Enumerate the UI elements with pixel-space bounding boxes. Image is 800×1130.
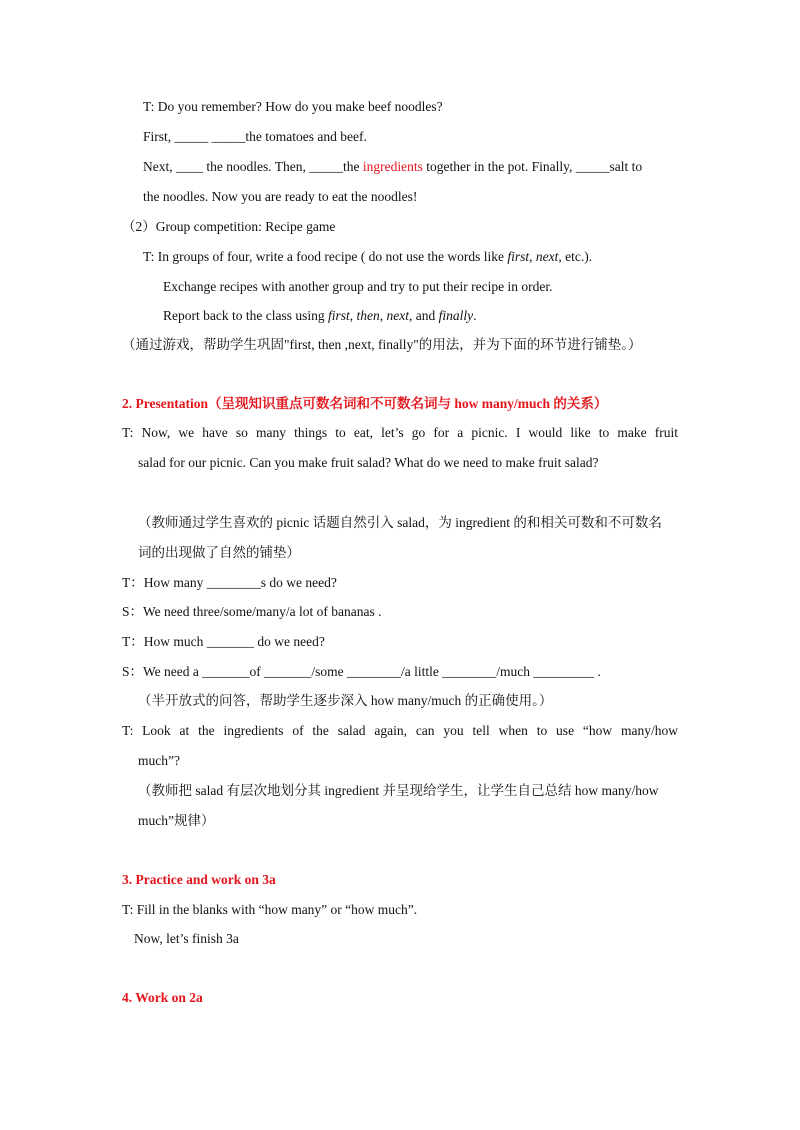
work-on-2a-heading: 4. Work on 2a	[122, 990, 203, 1005]
word-then: then	[356, 308, 380, 323]
word-next: next	[535, 249, 559, 264]
word-first: first	[507, 249, 530, 264]
fill-blanks-instruction: T: Fill in the blanks with “how many” or “how much”.	[122, 902, 418, 917]
teacher-look-line-2: much”?	[138, 753, 180, 768]
instruction-text: T: In groups of four, write a food recipe ( do not use the words like	[143, 249, 508, 264]
practice-heading: 3. Practice and work on 3a	[122, 872, 276, 887]
next-step-text-b: together in the pot. Finally, _____salt to	[422, 159, 643, 174]
word-finally: finally	[438, 308, 474, 323]
period: .	[473, 308, 477, 323]
next-step-line	[143, 158, 642, 176]
separator: , and	[408, 308, 439, 323]
next-step-text-a: Next, ____ the noodles. Then, _____the	[143, 159, 363, 174]
presentation-heading: 2. Presentation（呈现知识重点可数名词和不可数名词与 how many/much 的关系）	[122, 396, 608, 411]
teacher-picnic-line-1: T: Now, we have so many things to eat, let’s go for a picnic. I would like to make fruit	[122, 425, 678, 440]
group-competition-title: （2）Group competition: Recipe game	[122, 219, 336, 234]
question-how-much: T：How much _______ do we need?	[122, 634, 325, 649]
picnic-note-line-1: （教师通过学生喜欢的 picnic 话题自然引入 salad，为 ingredient 的和相关可数和不可数名	[138, 515, 662, 530]
teacher-question-beef-noodles: T: Do you remember? How do you make beef noodles?	[143, 99, 443, 114]
instruction-end: , etc.).	[558, 249, 593, 264]
finish-3a-line: Now, let’s finish 3a	[134, 931, 239, 946]
report-back-line	[163, 307, 476, 325]
half-open-note: （半开放式的问答，帮助学生逐步深入 how many/much 的正确使用。）	[138, 693, 553, 708]
answer-how-many: S：We need three/some/many/a lot of bananas .	[122, 604, 382, 619]
separator: ,	[379, 308, 387, 323]
separator: ,	[349, 308, 357, 323]
answer-how-much: S：We need a _______of _______/some ________/a little ________/much _________ .	[122, 664, 601, 679]
salad-note-line-2: much”规律）	[138, 813, 215, 828]
word-first: first	[327, 308, 350, 323]
teacher-picnic-line-2: salad for our picnic. Can you make fruit salad? What do we need to make fruit salad?	[138, 455, 599, 470]
picnic-note-line-2: 词的出现做了自然的铺垫）	[138, 545, 300, 560]
exchange-recipes-line: Exchange recipes with another group and try to put their recipe in order.	[163, 279, 553, 294]
group-recipe-instruction	[143, 248, 592, 266]
question-how-many: T：How many ________s do we need?	[122, 575, 337, 590]
report-text: Report back to the class using	[163, 308, 328, 323]
salad-note-line-1: （教师把 salad 有层次地划分其 ingredient 并呈现给学生，让学生自己总结 how many/how	[138, 783, 659, 798]
separator: ,	[529, 249, 536, 264]
ingredients-highlight: ingredients	[362, 159, 423, 174]
word-next: next	[386, 308, 409, 323]
teacher-look-line-1: T: Look at the ingredients of the salad again, can you tell when to use “how many/how	[122, 723, 678, 738]
game-purpose-note: （通过游戏，帮助学生巩固"first, then ,next, finally"的用法，并为下面的环节进行铺垫。）	[122, 337, 642, 352]
noodles-ready-line: the noodles. Now you are ready to eat the noodles!	[143, 189, 418, 204]
first-step-line: First, _____ _____the tomatoes and beef.	[143, 129, 367, 144]
